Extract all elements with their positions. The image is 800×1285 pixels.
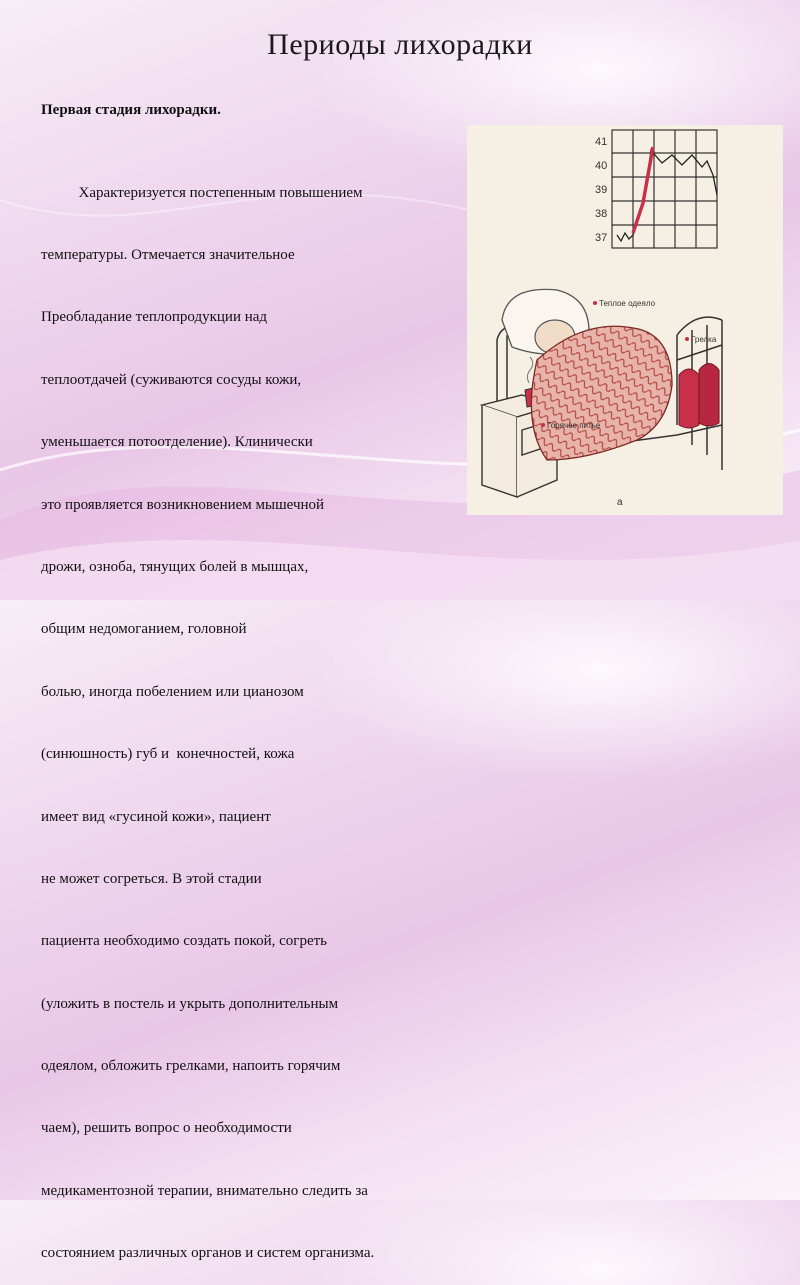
tick-label: 39 (595, 184, 608, 196)
tick-label: 38 (595, 208, 608, 220)
text-line: (уложить в постель и укрыть дополнительным (41, 995, 339, 1012)
text-line: медикаментозной терапии, внимательно следить за (41, 1182, 368, 1199)
fever-illustration (467, 125, 783, 515)
text-line: общим недомоганием, головной (41, 621, 247, 638)
text-line: одеялом, обложить грелками, напоить горячим (41, 1058, 341, 1075)
tick-label: 37 (595, 232, 608, 244)
page-title: Периоды лихорадки (267, 28, 533, 61)
text-line: болью, иногда побелением или цианозом (41, 683, 304, 700)
heater-label: Грелка (691, 335, 717, 344)
text-line: это проявляется возникновением мышечной (41, 496, 325, 513)
text-line: Преобладание теплопродукции над (41, 309, 268, 326)
text-line: Характеризуется постепенным повышением (41, 184, 363, 201)
text-line: теплоотдачей (суживаются сосуды кожи, (41, 371, 302, 388)
heater-icon (679, 364, 719, 429)
bed-and-temperature-chart (467, 125, 783, 515)
temperature-grid (612, 130, 717, 248)
tick-label: 40 (595, 160, 608, 172)
text-line: дрожи, озноба, тянущих болей в мышцах, (41, 558, 309, 575)
blanket-label: Теплое одеяло (599, 299, 656, 308)
drink-label: Горячее питье (547, 421, 601, 430)
text-line: температуры. Отмечается значительное (41, 246, 295, 263)
temperature-rise-line (633, 147, 653, 233)
text-line: уменьшается потоотделение). Клинически (41, 434, 313, 451)
section-subtitle: Первая стадия лихорадки. (41, 102, 221, 118)
text-line: состоянием различных органов и систем организма. (41, 1245, 375, 1262)
text-line: имеет вид «гусиной кожи», пациент (41, 808, 271, 825)
temperature-curve (617, 150, 717, 241)
text-line: не может согреться. В этой стадии (41, 870, 262, 887)
text-line: чаем), решить вопрос о необходимости (41, 1120, 292, 1137)
text-line: пациента необходимо создать покой, согреть (41, 933, 328, 950)
body-paragraph (41, 141, 471, 1285)
tick-label: 41 (595, 136, 608, 148)
figure-letter: а (617, 497, 623, 508)
text-line: (синюшность) губ и конечностей, кожа (41, 746, 295, 763)
